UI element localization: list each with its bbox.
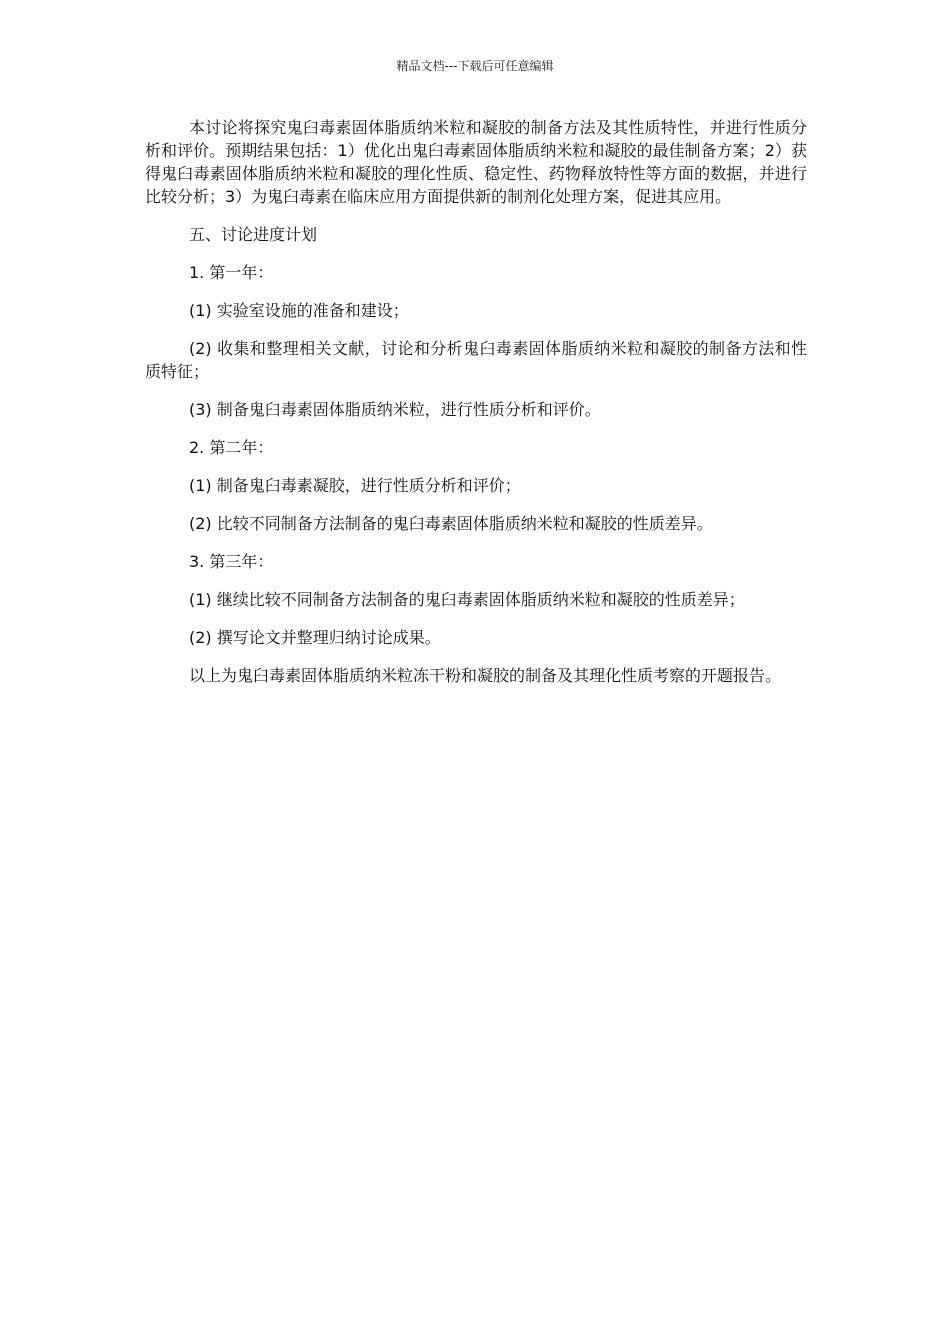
list-item: (2) 比较不同制备方法制备的鬼臼毒素固体脂质纳米粒和凝胶的性质差异。 bbox=[189, 514, 713, 533]
closing-paragraph: 以上为鬼臼毒素固体脂质纳米粒冻干粉和凝胶的制备及其理化性质考察的开题报告。 bbox=[189, 666, 782, 685]
document-body bbox=[145, 116, 807, 702]
year-one-heading: 1. 第一年： bbox=[189, 263, 274, 282]
year-two-heading: 2. 第二年： bbox=[189, 438, 274, 457]
list-item: (2) 撰写论文并整理归纳讨论成果。 bbox=[189, 628, 441, 647]
list-item: (3) 制备鬼臼毒素固体脂质纳米粒，进行性质分析和评价。 bbox=[189, 400, 601, 419]
year-three-heading: 3. 第三年： bbox=[189, 552, 274, 571]
section-heading-schedule: 五、讨论进度计划 bbox=[189, 225, 318, 244]
list-item: (1) 继续比较不同制备方法制备的鬼臼毒素固体脂质纳米粒和凝胶的性质差异； bbox=[189, 590, 745, 609]
list-item: (1) 制备鬼臼毒素凝胶，进行性质分析和评价； bbox=[189, 476, 521, 495]
list-item: (1) 实验室设施的准备和建设； bbox=[189, 301, 409, 320]
list-item: (2) 收集和整理相关文献，讨论和分析鬼臼毒素固体脂质纳米粒和凝胶的制备方法和性质特征； bbox=[145, 339, 807, 381]
page-header: 精品文档---下载后可任意编辑 bbox=[396, 59, 554, 73]
paragraph-research-summary: 本讨论将探究鬼臼毒素固体脂质纳米粒和凝胶的制备方法及其性质特性，并进行性质分析和评价。预期结果包括：1）优化出鬼臼毒素固体脂质纳米粒和凝胶的最佳制备方案；2）获得鬼臼毒素固体脂质纳米粒和凝胶的理化性质、稳定性、药物释放特性等方面的数据，并进行比较分析；3）为鬼臼毒素在临床应用方面提供新的制剂化处理方案，促进其应用。 bbox=[145, 118, 807, 206]
